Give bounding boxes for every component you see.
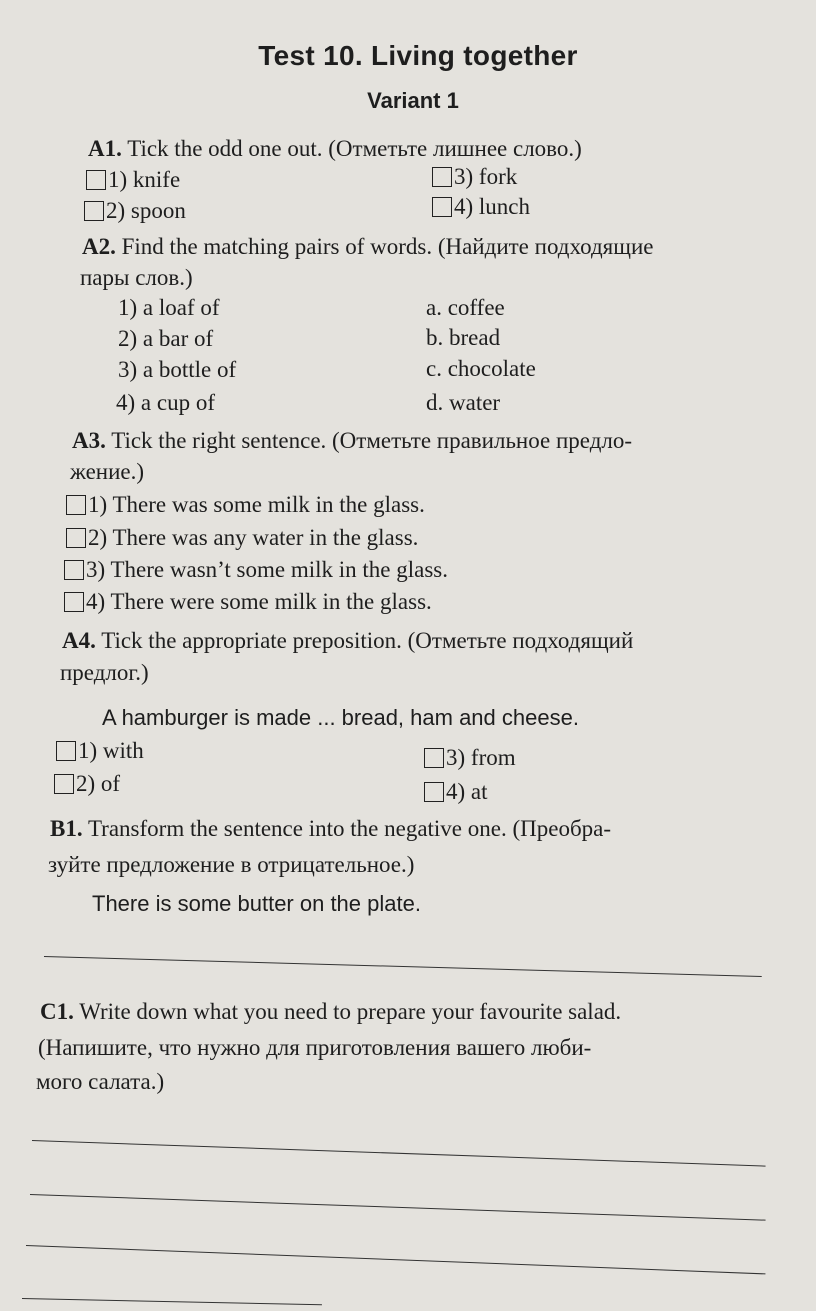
a4-sentence: A hamburger is made ... bread, ham and cheese.: [102, 705, 579, 730]
a4-option-1[interactable]: 1) with: [56, 737, 144, 765]
checkbox[interactable]: [66, 495, 86, 515]
checkbox[interactable]: [432, 197, 452, 217]
a3-option-2[interactable]: 2) There was any water in the glass.: [66, 524, 418, 552]
a4-option-2[interactable]: 2) of: [54, 770, 120, 798]
a3-option-4[interactable]: 4) There were some milk in the glass.: [64, 588, 432, 616]
a4-instruction-cont: предлог.): [60, 660, 149, 685]
b1-sentence: There is some butter on the plate.: [92, 891, 421, 916]
page-title: Test 10. Living together: [258, 40, 578, 71]
checkbox[interactable]: [424, 782, 444, 802]
a2-left-3: 3) a bottle of: [118, 357, 237, 382]
checkbox[interactable]: [56, 741, 76, 761]
checkbox[interactable]: [66, 528, 86, 548]
a2-left-4: 4) a cup of: [116, 390, 215, 415]
a4-option-4[interactable]: 4) at: [424, 778, 488, 806]
a2-left-1: 1) a loaf of: [118, 295, 220, 320]
a4-option-3[interactable]: 3) from: [424, 744, 516, 772]
question-number: A1.: [88, 136, 122, 161]
a3-option-3[interactable]: 3) There wasn’t some milk in the glass.: [64, 556, 448, 584]
checkbox[interactable]: [86, 170, 106, 190]
b1-answer-line[interactable]: [44, 956, 762, 977]
a2-instruction-cont: пары слов.): [80, 265, 193, 290]
a3-option-1[interactable]: 1) There was some milk in the glass.: [66, 491, 425, 519]
c1-answer-line-2[interactable]: [30, 1194, 766, 1221]
checkbox[interactable]: [424, 748, 444, 768]
c1-answer-line-4[interactable]: [22, 1298, 322, 1305]
a3-instruction: A3. Tick the right sentence. (Отметьте правильное предло-: [72, 428, 633, 453]
a1-option-4[interactable]: 4) lunch: [432, 193, 530, 221]
b1-instruction: B1. Transform the sentence into the negative one. (Преобра-: [50, 816, 612, 841]
a2-right-a: a. coffee: [426, 295, 505, 320]
a2-right-d: d. water: [426, 390, 501, 415]
question-number: A2.: [82, 234, 116, 259]
checkbox[interactable]: [54, 774, 74, 794]
variant-label: Variant 1: [367, 88, 459, 113]
c1-instruction-cont: (Напишите, что нужно для приготовления вашего люби-: [38, 1035, 592, 1060]
a2-right-b: b. bread: [426, 325, 501, 350]
c1-answer-line-1[interactable]: [32, 1140, 766, 1167]
a1-option-3[interactable]: 3) fork: [432, 163, 517, 191]
a2-left-2: 2) a bar of: [118, 326, 214, 351]
question-number: C1.: [40, 999, 74, 1024]
question-number: B1.: [50, 816, 83, 841]
instruction-text: Tick the odd one out. (Отметьте лишнее слово.): [127, 136, 582, 161]
a2-instruction: A2. Find the matching pairs of words. (Найдите подходящие: [82, 234, 654, 259]
question-number: A4.: [62, 628, 96, 653]
a1-option-1[interactable]: 1) knife: [86, 166, 180, 194]
a2-right-c: c. chocolate: [426, 356, 536, 381]
c1-instruction-cont2: мого салата.): [36, 1069, 165, 1094]
b1-instruction-cont: зуйте предложение в отрицательное.): [48, 852, 415, 877]
c1-instruction: C1. Write down what you need to prepare your favourite salad.: [40, 999, 622, 1024]
checkbox[interactable]: [84, 201, 104, 221]
checkbox[interactable]: [432, 167, 452, 187]
c1-answer-line-3[interactable]: [26, 1245, 765, 1274]
a3-instruction-cont: жение.): [70, 459, 145, 484]
question-number: A3.: [72, 428, 106, 453]
a4-instruction: A4. Tick the appropriate preposition. (Отметьте подходящий: [62, 628, 634, 653]
a1-instruction: [88, 135, 582, 163]
checkbox[interactable]: [64, 592, 84, 612]
a1-option-2[interactable]: 2) spoon: [84, 197, 186, 225]
checkbox[interactable]: [64, 560, 84, 580]
